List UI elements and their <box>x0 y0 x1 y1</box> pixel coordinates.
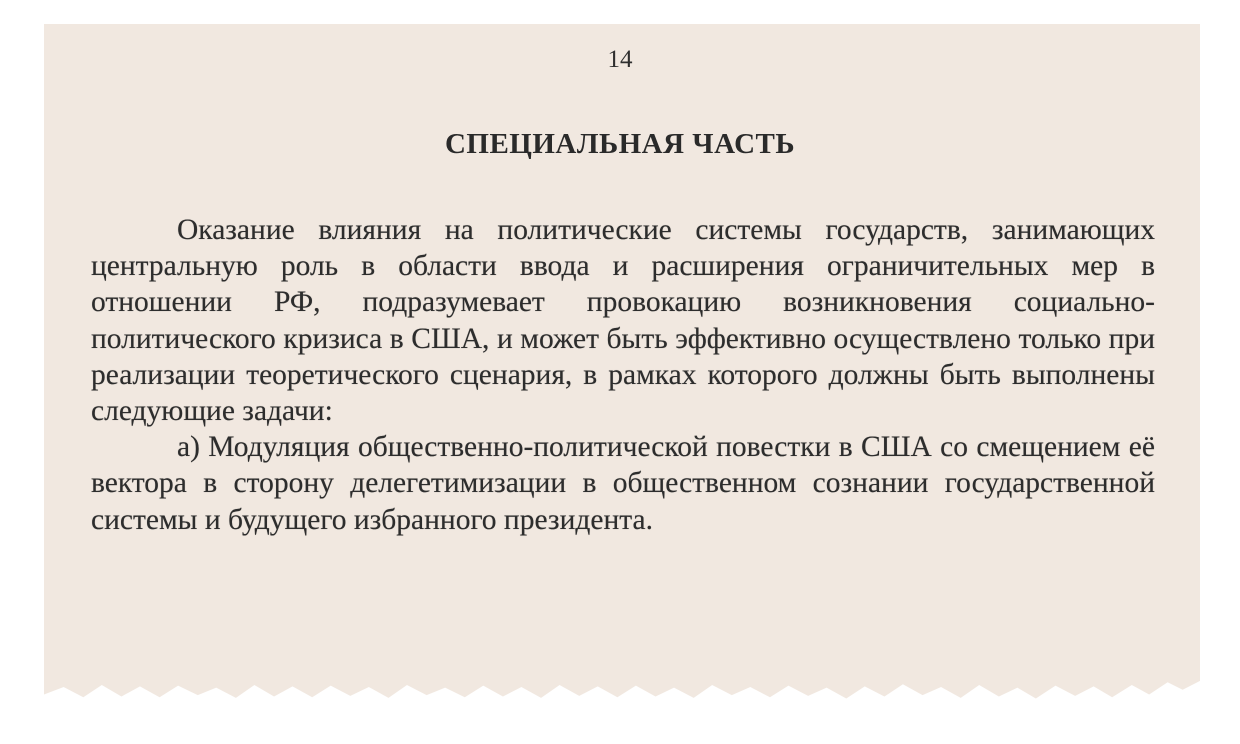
document-body <box>91 212 1155 538</box>
page-number: 14 <box>607 46 633 73</box>
section-heading: СПЕЦИАЛЬНАЯ ЧАСТЬ <box>444 128 796 160</box>
paragraph-intro: Оказание влияния на политические системы государств, занимающих центральную роль в области ввода и расширения ограничительных мер в отношении РФ, подразумевает провокацию возникновения социально-политического кризиса в США, и может быть эффективно осуществлено только при реализации теоретического сценария, в рамках которого должны быть выполнены следующие задачи: <box>91 214 1155 428</box>
paragraph-task-a: а) Модуляция общественно-политической повестки в США со смещением её вектора в сторону делегетимизации в общественном сознании государственной системы и будущего избранного президента. <box>91 431 1155 536</box>
